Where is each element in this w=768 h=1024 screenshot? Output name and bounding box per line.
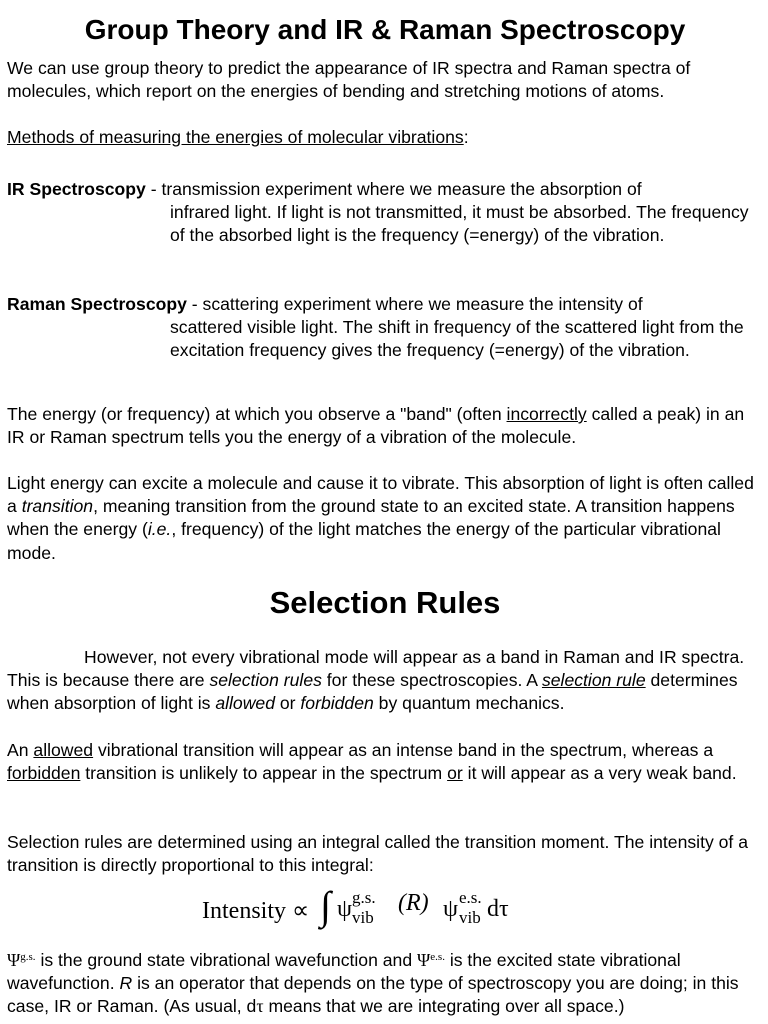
integral-sign: ∫ xyxy=(320,883,331,928)
light-text-b: , meaning transition from the ground state to an excited state. A transition happens when the energy ( xyxy=(7,496,735,540)
equation-dtau: dτ xyxy=(487,896,509,922)
psi-excited-label: e.s. xyxy=(430,951,445,963)
allowed-text-c: transition is unlikely to appear in the spectrum xyxy=(80,763,448,784)
psi-text-a: is the ground state vibrational wavefunction and xyxy=(35,950,417,970)
band-underline: incorrectly xyxy=(506,404,587,424)
methods-heading xyxy=(7,126,763,149)
allowed-text-a: An xyxy=(7,740,34,760)
sel-italic-selection-rules: selection rules xyxy=(209,670,322,691)
equation-operator: (R) xyxy=(398,890,429,916)
ir-description: infrared light. If light is not transmitted, it must be absorbed. The frequency of the absorbed light is the frequency (=energy) of the vibration. xyxy=(170,202,749,246)
selection-paragraph xyxy=(7,646,763,716)
allowed-paragraph xyxy=(7,739,763,785)
methods-heading-text: Methods of measuring the energies of molecular vibrations xyxy=(7,127,464,147)
light-italic-transition: transition xyxy=(21,496,94,517)
transition-moment-equation xyxy=(7,882,763,938)
sel-text-e: by quantum mechanics. xyxy=(373,693,565,714)
psi-italic-r: R xyxy=(119,973,133,994)
psi-text-d: means that we are integrating over all space.) xyxy=(263,996,625,1017)
allowed-text-d: it will appear as a very weak band. xyxy=(462,763,737,784)
equation-psi-excited: ψ xyxy=(443,896,459,922)
equation-psi-ground-sup: g.s. xyxy=(352,888,376,907)
sel-text-a: However, not every vibrational mode will appear as a band in Raman and IR spectra. This is because there are xyxy=(7,647,745,691)
raman-term: Raman Spectroscopy xyxy=(7,294,187,314)
allowed-underline: allowed xyxy=(33,740,94,760)
psi-text-c: is an operator that depends on the type of spectroscopy you are doing; in this case, IR or Raman. (As usual, d xyxy=(7,973,739,1017)
ir-definition xyxy=(7,178,763,248)
ir-lead: - transmission experiment where we measure the absorption of xyxy=(145,179,642,199)
psi-ground-symbol: Ψ xyxy=(7,950,21,970)
psi-ground-label: g.s. xyxy=(20,951,36,963)
or-underline: or xyxy=(447,763,463,784)
section-title-selection-rules: Selection Rules xyxy=(269,585,501,620)
equation-psi-ground: ψ xyxy=(337,896,353,922)
sel-italic-allowed: allowed xyxy=(215,693,275,714)
sel-text-b: for these spectroscopies. A xyxy=(321,670,542,691)
psi-excited-symbol: Ψ xyxy=(417,950,431,970)
equation-lhs: Intensity ∝ xyxy=(202,898,310,924)
band-text-b: called a peak) in an IR or Raman spectrum tells you the energy of a vibration of the molecule. xyxy=(7,404,745,448)
raman-definition xyxy=(7,293,763,363)
sel-text-d: or xyxy=(275,693,301,714)
methods-heading-colon: : xyxy=(463,127,469,147)
sel-italic-forbidden: forbidden xyxy=(300,693,374,714)
ir-term: IR Spectroscopy xyxy=(7,179,146,199)
raman-description: scattered visible light. The shift in frequency of the scattered light from the excitation frequency gives the frequency (=energy) of the vibration. xyxy=(170,317,744,361)
psi-text-b: is the excited state vibrational wavefunction. xyxy=(7,950,681,994)
forbidden-underline: forbidden xyxy=(7,763,81,784)
band-text-a: The energy (or frequency) at which you observe a "band" (often xyxy=(7,404,507,424)
allowed-text-b: vibrational transition will appear as an intense band in the spectrum, whereas a xyxy=(93,740,714,760)
sel-underline-selection-rule: selection rule xyxy=(541,670,646,691)
band-paragraph xyxy=(7,403,763,449)
equation-psi-ground-sub: vib xyxy=(352,908,374,927)
light-paragraph xyxy=(7,472,763,565)
light-text-c: , frequency) of the light matches the energy of the particular vibrational mode. xyxy=(7,519,721,563)
light-italic-ie: i.e. xyxy=(147,519,172,540)
intro-paragraph: We can use group theory to predict the appearance of IR spectra and Raman spectra of molecules, which report on the energies of bending and stretching motions of atoms. xyxy=(7,58,691,102)
raman-lead: - scattering experiment where we measure the intensity of xyxy=(186,294,643,314)
light-text-a: Light energy can excite a molecule and cause it to vibrate. This absorption of light is often called a xyxy=(7,473,754,517)
equation-psi-excited-sub: vib xyxy=(459,908,481,927)
wavefunction-paragraph xyxy=(7,946,763,1019)
equation-psi-excited-sup: e.s. xyxy=(459,888,482,907)
transition-moment-paragraph: Selection rules are determined using an integral called the transition moment. The intensity of a transition is directly proportional to this integral: xyxy=(7,832,748,876)
tau-symbol: τ xyxy=(256,996,264,1017)
sel-text-c: determines when absorption of light is xyxy=(7,670,738,714)
page-title: Group Theory and IR & Raman Spectroscopy xyxy=(84,14,686,45)
